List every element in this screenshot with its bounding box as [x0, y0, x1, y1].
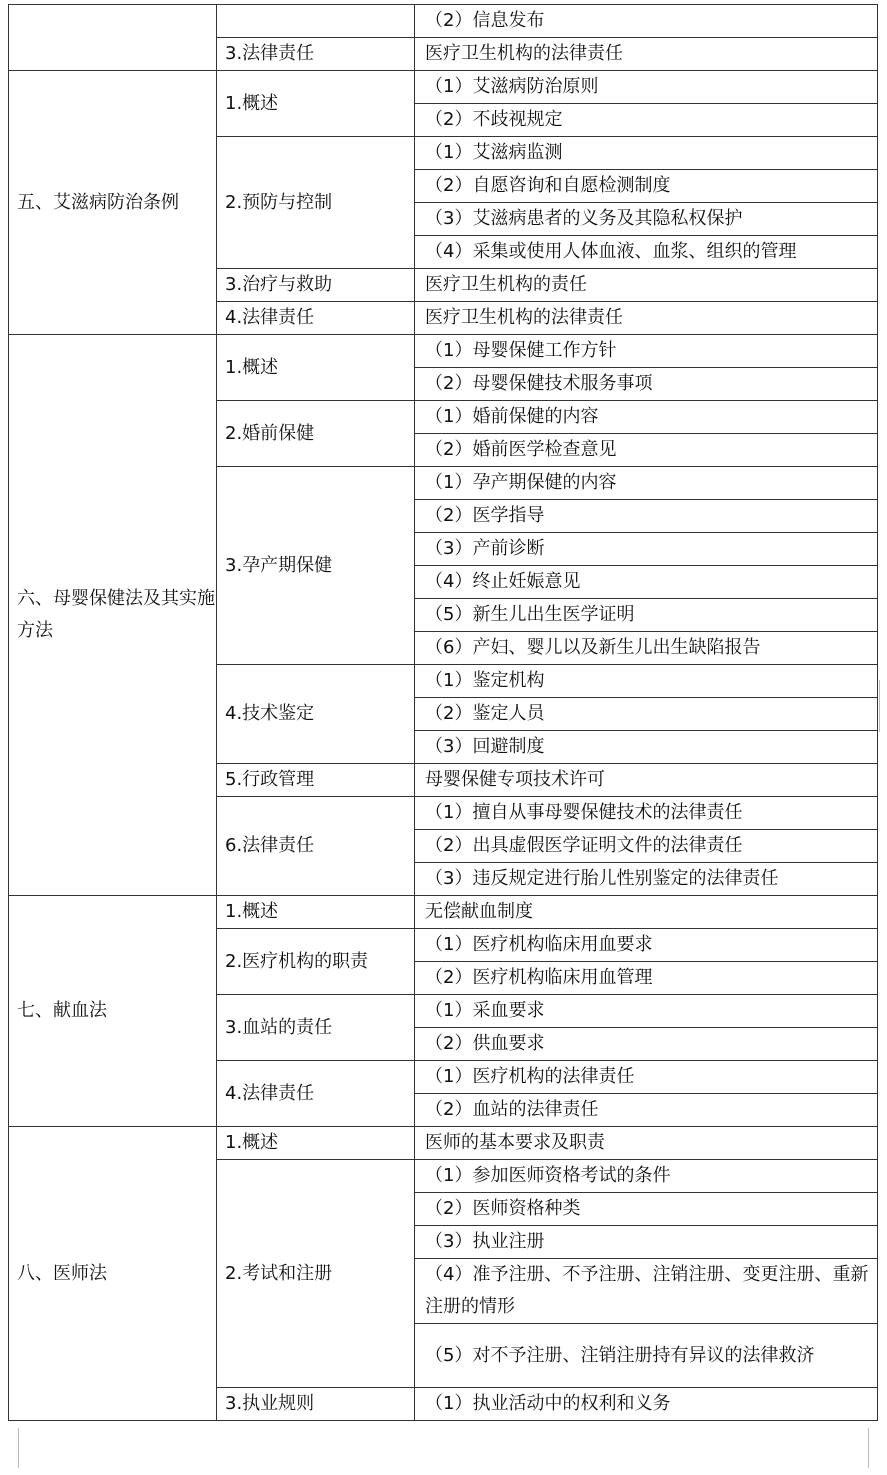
subsection-cell: 2.医疗机构的职责 [217, 929, 415, 995]
subsection-cell: 2.预防与控制 [217, 137, 415, 269]
item-cell: （3）执业注册 [415, 1226, 878, 1259]
item-cell: （1）医疗机构的法律责任 [415, 1061, 878, 1094]
item-cell: （1）采血要求 [415, 995, 878, 1028]
table-row [9, 896, 878, 929]
subsection-cell: 1.概述 [217, 1127, 415, 1160]
subsection-cell: 6.法律责任 [217, 797, 415, 896]
item-cell: （2）医疗机构临床用血管理 [415, 962, 878, 995]
item-cell: （1）执业活动中的权利和义务 [415, 1388, 878, 1421]
item-cell: （1）孕产期保健的内容 [415, 467, 878, 500]
table-row [9, 1127, 878, 1160]
item-cell: （2）供血要求 [415, 1028, 878, 1061]
item-cell: （4）准予注册、不予注册、注销注册、变更注册、重新注册的情形 [415, 1259, 878, 1324]
item-cell: （2）婚前医学检查意见 [415, 434, 878, 467]
subsection-cell: 4.法律责任 [217, 1061, 415, 1127]
subsection-cell: 1.概述 [217, 71, 415, 137]
subsection-cell: 5.行政管理 [217, 764, 415, 797]
item-cell: （2）血站的法律责任 [415, 1094, 878, 1127]
item-cell: （1）婚前保健的内容 [415, 401, 878, 434]
item-cell: 医疗卫生机构的法律责任 [415, 302, 878, 335]
item-cell: （1）参加医师资格考试的条件 [415, 1160, 878, 1193]
item-cell: 母婴保健专项技术许可 [415, 764, 878, 797]
table-row [9, 5, 878, 38]
item-cell: （3）艾滋病患者的义务及其隐私权保护 [415, 203, 878, 236]
item-cell: （4）采集或使用人体血液、血浆、组织的管理 [415, 236, 878, 269]
item-cell: （3）回避制度 [415, 731, 878, 764]
subsection-cell: 4.法律责任 [217, 302, 415, 335]
page-corner-right [868, 1428, 869, 1468]
subsection-cell: 3.法律责任 [217, 38, 415, 71]
item-cell: （4）终止妊娠意见 [415, 566, 878, 599]
subsection-cell: 2.考试和注册 [217, 1160, 415, 1388]
section-cell: 八、医师法 [9, 1127, 217, 1421]
subsection-cell: 3.孕产期保健 [217, 467, 415, 665]
page-corner-left [18, 1428, 19, 1468]
item-cell: 医疗卫生机构的责任 [415, 269, 878, 302]
item-cell: （3）违反规定进行胎儿性别鉴定的法律责任 [415, 863, 878, 896]
item-cell: （2）医学指导 [415, 500, 878, 533]
item-cell: 医师的基本要求及职责 [415, 1127, 878, 1160]
item-cell: （2）出具虚假医学证明文件的法律责任 [415, 830, 878, 863]
item-cell: （5）新生儿出生医学证明 [415, 599, 878, 632]
subsection-cell: 1.概述 [217, 896, 415, 929]
subsection-cell: 1.概述 [217, 335, 415, 401]
item-cell: （5）对不予注册、注销注册持有异议的法律救济 [415, 1324, 878, 1388]
item-cell: （2）医师资格种类 [415, 1193, 878, 1226]
item-cell: （1）擅自从事母婴保健技术的法律责任 [415, 797, 878, 830]
item-cell: 医疗卫生机构的法律责任 [415, 38, 878, 71]
item-cell: （2）信息发布 [415, 5, 878, 38]
item-cell: （2）母婴保健技术服务事项 [415, 368, 878, 401]
item-cell: （1）医疗机构临床用血要求 [415, 929, 878, 962]
section-cell: 七、献血法 [9, 896, 217, 1127]
item-cell: （1）艾滋病防治原则 [415, 71, 878, 104]
page-edge-mark-right [879, 680, 880, 732]
section-cell: 六、母婴保健法及其实施方法 [9, 335, 217, 896]
item-cell: （1）艾滋病监测 [415, 137, 878, 170]
item-cell: （1）鉴定机构 [415, 665, 878, 698]
section-cell [9, 5, 217, 71]
item-cell: （2）自愿咨询和自愿检测制度 [415, 170, 878, 203]
item-cell: （1）母婴保健工作方针 [415, 335, 878, 368]
item-cell: （2）鉴定人员 [415, 698, 878, 731]
item-cell: （2）不歧视规定 [415, 104, 878, 137]
subsection-cell: 4.技术鉴定 [217, 665, 415, 764]
item-cell: （3）产前诊断 [415, 533, 878, 566]
item-cell: （6）产妇、婴儿以及新生儿出生缺陷报告 [415, 632, 878, 665]
table-row [9, 71, 878, 104]
subsection-cell [217, 5, 415, 38]
subsection-cell: 3.治疗与救助 [217, 269, 415, 302]
syllabus-table [8, 4, 878, 1421]
subsection-cell: 3.血站的责任 [217, 995, 415, 1061]
item-cell: 无偿献血制度 [415, 896, 878, 929]
subsection-cell: 3.执业规则 [217, 1388, 415, 1421]
subsection-cell: 2.婚前保健 [217, 401, 415, 467]
table-row [9, 335, 878, 368]
section-cell: 五、艾滋病防治条例 [9, 71, 217, 335]
